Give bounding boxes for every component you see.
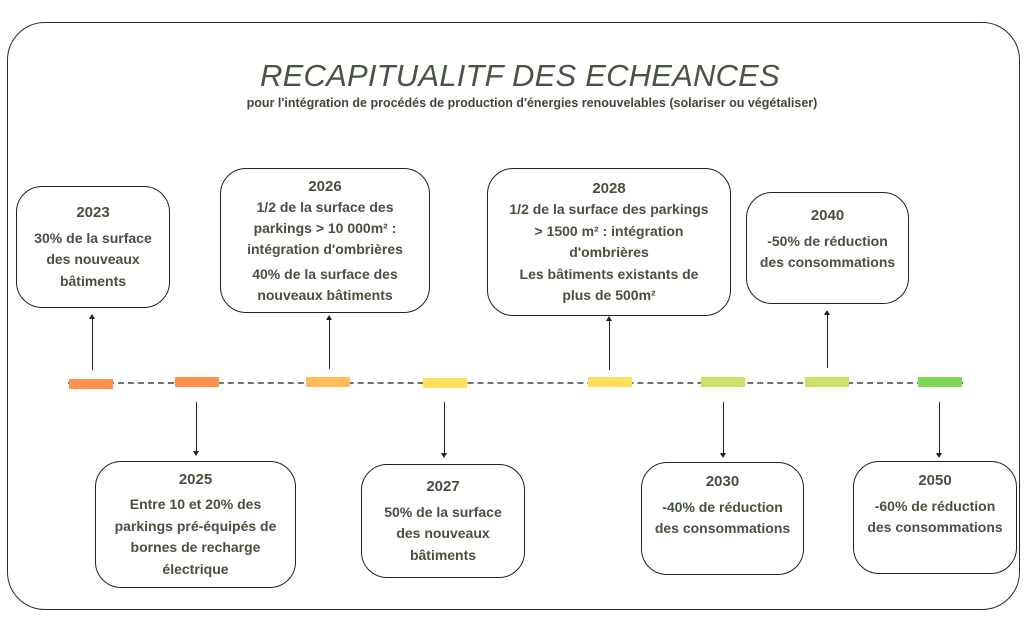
arrow-down-icon	[444, 402, 445, 456]
milestone-box-2026	[220, 168, 430, 313]
milestone-text: Entre 10 et 20% des	[129, 496, 262, 513]
milestone-text: des consommations	[867, 519, 1003, 535]
milestone-text: des consommations	[759, 254, 896, 270]
milestone-year: 2023	[76, 204, 110, 221]
arrow-up-icon	[92, 316, 93, 370]
milestone-text: bornes de recharge	[130, 539, 261, 556]
milestone-year: 2028	[592, 179, 626, 197]
milestone-box-2030	[641, 462, 804, 575]
timeline-marker-2040	[805, 377, 849, 387]
milestone-box-2023	[16, 186, 170, 308]
page-subtitle: pour l'intégration de procédés de production d'énergies renouvelables (solariser ou végétaliser)	[246, 96, 818, 110]
milestone-text: 1/2 de la surface des	[256, 198, 394, 215]
page-title: RECAPITUALITF DES ECHEANCES	[260, 58, 780, 93]
milestone-year: 2025	[178, 470, 213, 488]
milestone-text: 30% de la surface	[34, 229, 152, 246]
timeline-marker-2027	[423, 378, 467, 388]
arrow-down-icon	[939, 402, 940, 456]
timeline-marker-2023	[69, 379, 113, 389]
milestone-year: 2030	[705, 473, 740, 490]
milestone-text: intégration d'ombrières	[247, 240, 403, 257]
milestone-text: -50% de réduction	[767, 232, 888, 249]
milestone-text: -60% de réduction	[874, 497, 996, 514]
arrow-up-icon	[609, 318, 610, 370]
timeline-marker-2025	[175, 377, 219, 387]
milestone-year: 2027	[426, 478, 460, 495]
milestone-text: des consommations	[654, 520, 791, 536]
milestone-text: parkings pré-équipés de	[114, 517, 277, 534]
milestone-year: 2026	[308, 177, 342, 195]
timeline-marker-2030	[701, 377, 745, 387]
milestone-text: 50% de la surface	[384, 503, 502, 520]
timeline-marker-2028	[588, 377, 632, 387]
milestone-text: plus de 500m²	[562, 287, 656, 303]
milestone-box-2025	[95, 461, 296, 588]
milestone-box-2040	[746, 192, 909, 304]
milestone-box-2050	[853, 461, 1017, 574]
arrow-down-icon	[196, 402, 197, 454]
arrow-up-icon	[827, 312, 828, 368]
milestone-text: -40% de réduction	[662, 498, 783, 515]
milestone-box-2028	[487, 168, 731, 316]
milestone-year: 2050	[918, 472, 952, 489]
milestone-text: 1/2 de la surface des parkings	[509, 201, 709, 217]
milestone-text: électrique	[162, 560, 229, 577]
milestone-text: parkings > 10 000m² :	[253, 219, 397, 236]
milestone-text: 40% de la surface des	[252, 265, 398, 282]
milestone-text: bâtiments	[59, 272, 127, 289]
timeline-marker-2050	[918, 377, 962, 387]
milestone-text: Les bâtiments existants de	[519, 265, 699, 282]
timeline-marker-2026	[306, 377, 350, 387]
milestone-text: > 1500 m² : intégration	[534, 222, 684, 239]
milestone-text: d'ombrières	[569, 244, 649, 260]
milestone-year: 2040	[810, 207, 845, 224]
milestone-text: bâtiments	[409, 546, 477, 563]
milestone-box-2027	[361, 464, 525, 578]
milestone-text: des nouveaux	[396, 525, 490, 541]
arrow-down-icon	[723, 402, 724, 456]
arrow-up-icon	[329, 317, 330, 369]
milestone-text: nouveaux bâtiments	[257, 286, 393, 303]
milestone-text: des nouveaux	[46, 251, 140, 267]
